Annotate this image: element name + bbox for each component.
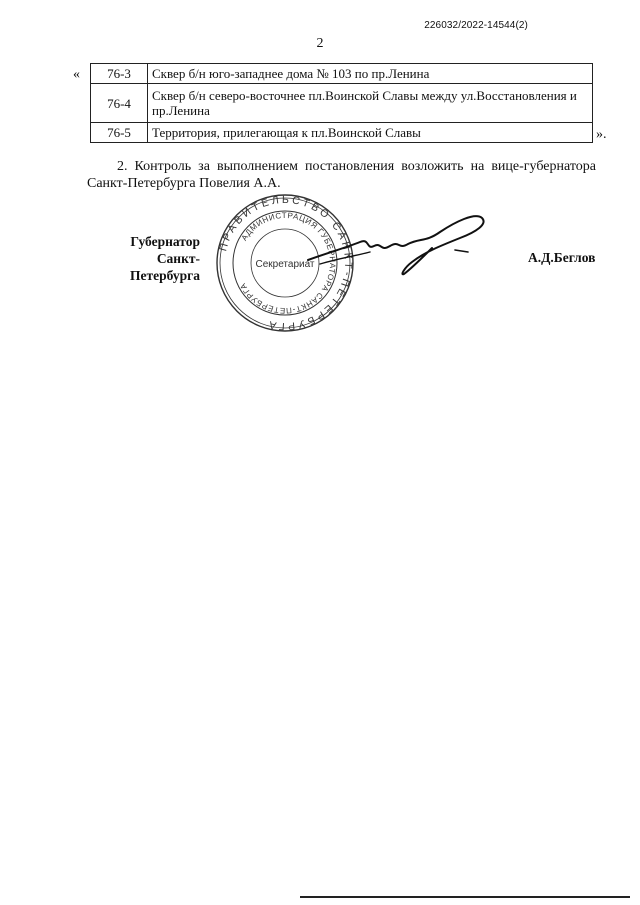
- footer-rule: [300, 896, 630, 898]
- seal-outer-text: ПРАВИТЕЛЬСТВО САНКТ-ПЕТЕРБУРГА: [217, 193, 355, 333]
- signatory-post: [88, 233, 200, 284]
- page-number: 2: [316, 36, 324, 51]
- control-paragraph: 2. Контроль за выполнением постановления возложить на вице-губернатора Санкт-Петербурга Повелия А.А.: [87, 159, 596, 191]
- seal-inner-text: АДМИНИСТРАЦИЯ ГУБЕРНАТОРА САНКТ-ПЕТЕРБУРГА: [238, 210, 338, 316]
- row-code: 76-3: [91, 64, 148, 84]
- row-text: Сквер б/н северо-восточнее пл.Воинской Славы между ул.Восстановления и пр.Ленина: [148, 84, 593, 123]
- signatory-name: А.Д.Беглов: [528, 250, 596, 265]
- post-line-2: Санкт-Петербурга: [130, 251, 200, 283]
- table-row: [91, 64, 593, 84]
- row-text: Сквер б/н юго-западнее дома № 103 по пр.Ленина: [148, 64, 593, 84]
- row-code: 76-5: [91, 123, 148, 143]
- opening-quote: «: [73, 67, 80, 82]
- post-line-1: Губернатор: [130, 234, 200, 249]
- document-number: 226032/2022-14544(2): [424, 20, 528, 31]
- table-row: [91, 84, 593, 123]
- handwritten-signature: [300, 202, 500, 292]
- territory-table: [90, 63, 593, 143]
- row-text: Территория, прилегающая к пл.Воинской Славы: [148, 123, 593, 143]
- row-code: 76-4: [91, 84, 148, 123]
- table-row: [91, 123, 593, 143]
- seal-center-text: Секретариат: [255, 259, 315, 270]
- closing-quote: ».: [596, 127, 607, 142]
